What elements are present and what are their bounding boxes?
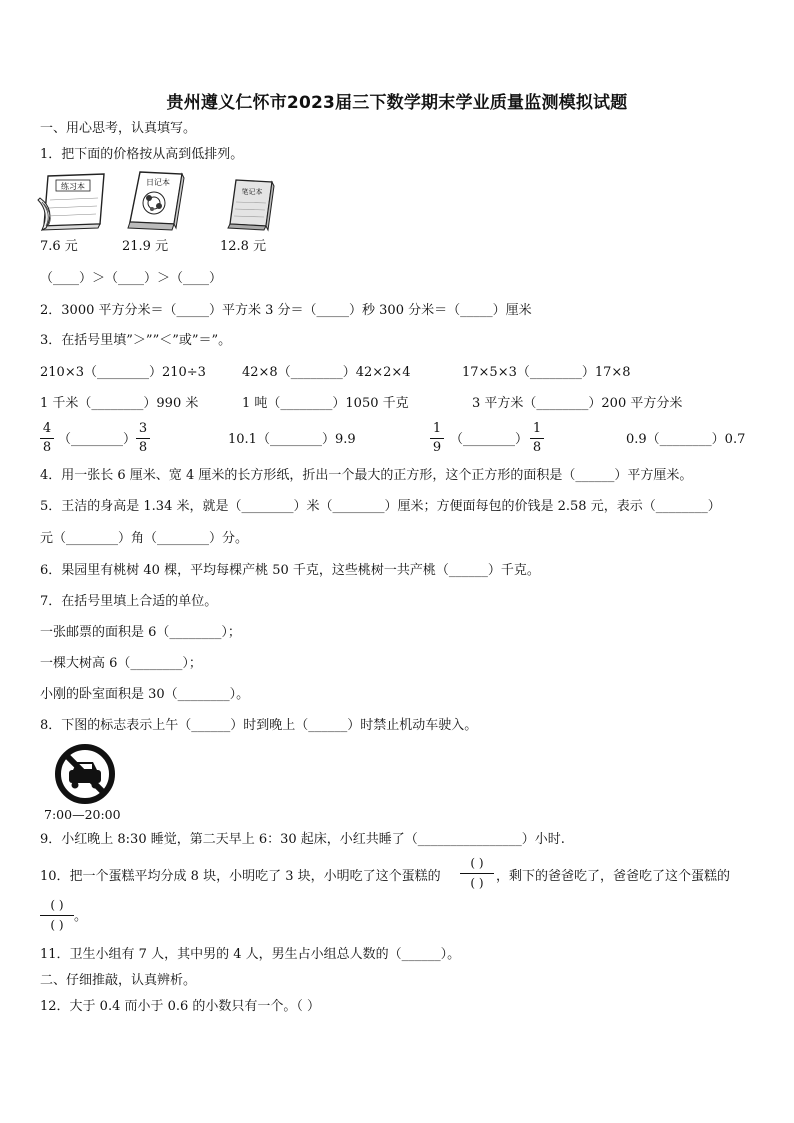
price-notebook: 12.8 元 bbox=[220, 239, 267, 254]
q3-item-1[interactable]: 210×3（________）210÷3 bbox=[40, 365, 206, 380]
section-heading-2: 二、仔细推敲，认真辨析。 bbox=[40, 973, 197, 988]
section-heading-1: 一、用心思考，认真填写。 bbox=[40, 121, 197, 136]
q10-blank-fraction-1[interactable]: ( ) ( ) bbox=[460, 856, 494, 891]
q10-blank-fraction-2[interactable]: ( ) ( ) bbox=[40, 898, 74, 933]
question-12[interactable]: 12．大于 0.4 而小于 0.6 的小数只有一个。（ ） bbox=[40, 999, 321, 1014]
q7-item-c[interactable]: 小刚的卧室面积是 30（________）。 bbox=[40, 687, 250, 702]
q3-item-2[interactable]: 42×8（________）42×2×4 bbox=[242, 365, 411, 380]
question-6[interactable]: 6．果园里有桃树 40 棵，平均每棵产桃 50 千克，这些桃树一共产桃（______）千克。 bbox=[40, 563, 540, 578]
question-3: 3．在括号里填”＞””＜”或”＝”。 bbox=[40, 333, 232, 348]
question-1: 1．把下面的价格按从高到低排列。 bbox=[40, 147, 244, 162]
notebook-icon bbox=[222, 176, 278, 232]
q3-item-7-blank[interactable]: （________） bbox=[58, 432, 137, 447]
q7-item-b[interactable]: 一棵大树高 6（________）； bbox=[40, 656, 202, 671]
no-motor-vehicles-sign-icon bbox=[52, 742, 118, 806]
question-10-part-1: 10．把一个蛋糕平均分成 8 块，小明吃了 3 块，小明吃了这个蛋糕的 bbox=[40, 869, 441, 884]
price-diary-book: 21.9 元 bbox=[122, 239, 169, 254]
exercise-book-icon bbox=[36, 170, 108, 232]
page-title: 贵州遵义仁怀市2023届三下数学期末学业质量监测模拟试题 bbox=[166, 93, 628, 113]
fraction-1-8: 1 8 bbox=[528, 421, 546, 456]
fraction-1-9: 1 9 bbox=[428, 421, 446, 456]
diary-book-icon bbox=[124, 168, 188, 232]
question-10-part-2: ，剩下的爸爸吃了，爸爸吃了这个蛋糕的 bbox=[496, 869, 731, 884]
question-7: 7．在括号里填上合适的单位。 bbox=[40, 594, 218, 609]
fraction-4-8: 4 8 bbox=[38, 421, 56, 456]
price-exercise-book: 7.6 元 bbox=[40, 239, 78, 254]
q3-item-5[interactable]: 1 吨（________）1050 千克 bbox=[242, 396, 409, 411]
question-4[interactable]: 4．用一张长 6 厘米、宽 4 厘米的长方形纸，折出一个最大的正方形，这个正方形的面积是（______）平方厘米。 bbox=[40, 468, 693, 483]
sign-time-range: 7:00—20:00 bbox=[44, 807, 121, 822]
exercise-book-cover-label: 练习本 bbox=[61, 182, 85, 191]
q3-item-10[interactable]: 0.9（________）0.7 bbox=[626, 432, 746, 447]
question-11[interactable]: 11．卫生小组有 7 人，其中男的 4 人，男生占小组总人数的（______）。 bbox=[40, 947, 461, 962]
q7-item-a[interactable]: 一张邮票的面积是 6（________）； bbox=[40, 625, 241, 640]
question-5-line-2[interactable]: 元（________）角（________）分。 bbox=[40, 531, 249, 546]
question-9[interactable]: 9．小红晚上 8:30 睡觉，第二天早上 6：30 起床，小红共睡了（________________）小时. bbox=[40, 832, 565, 847]
question-8[interactable]: 8．下图的标志表示上午（______）时到晚上（______）时禁止机动车驶入。 bbox=[40, 718, 478, 733]
question-10-end: 。 bbox=[74, 909, 88, 924]
q3-item-8[interactable]: 10.1（________）9.9 bbox=[228, 432, 356, 447]
diary-book-cover-label: 日记本 bbox=[146, 178, 170, 187]
q3-item-4[interactable]: 1 千米（________）990 米 bbox=[40, 396, 199, 411]
question-2[interactable]: 2．3000 平方分米＝（_____）平方米 3 分＝（_____）秒 300 分米＝（_____）厘米 bbox=[40, 303, 532, 318]
q3-item-3[interactable]: 17×5×3（________）17×8 bbox=[462, 365, 631, 380]
q3-item-9-blank[interactable]: （________） bbox=[450, 432, 529, 447]
q1-answer-blanks[interactable]: （____）＞（____）＞（____） bbox=[40, 271, 223, 286]
notebook-cover-label: 笔记本 bbox=[241, 188, 263, 196]
fraction-3-8: 3 8 bbox=[134, 421, 152, 456]
question-5-line-1[interactable]: 5．王洁的身高是 1.34 米，就是（________）米（________）厘米；方便面每包的价钱是 2.58 元，表示（________） bbox=[40, 499, 721, 514]
q3-item-6[interactable]: 3 平方米（________）200 平方分米 bbox=[472, 396, 683, 411]
